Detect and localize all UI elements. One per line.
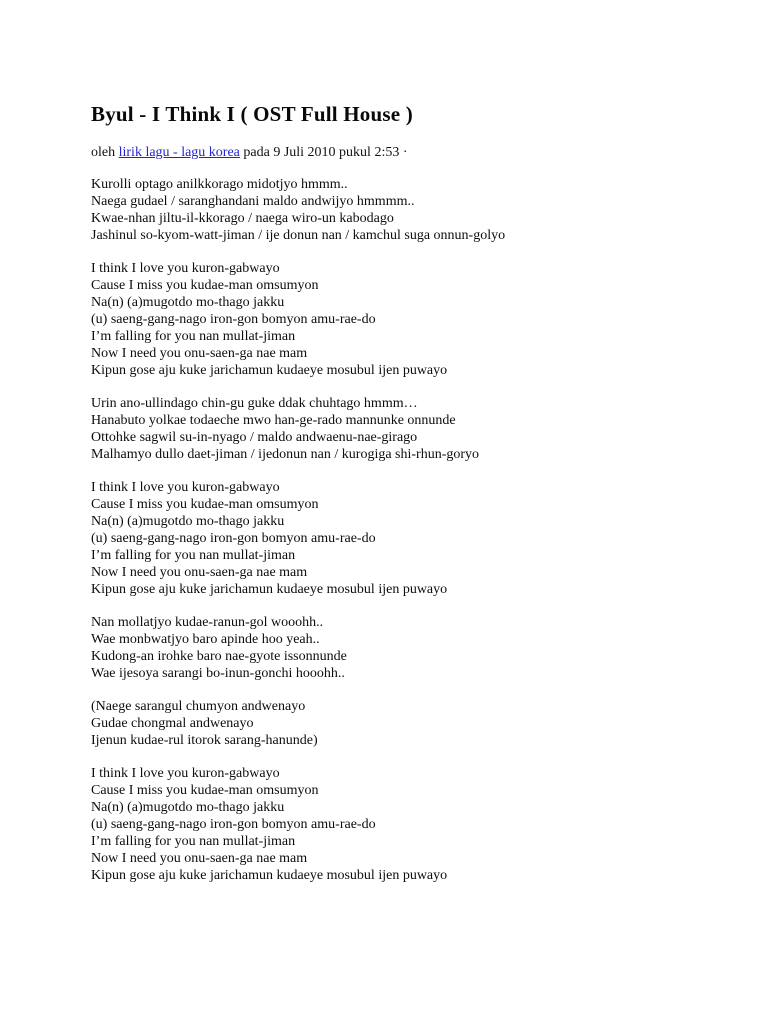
- stanza: [91, 614, 708, 682]
- lyric-line: Kurolli optago anilkkorago midotjyo hmmm..: [91, 177, 348, 193]
- lyric-line: Kipun gose aju kuke jarichamun kudaeye mosubul ijen puwayo: [91, 363, 448, 379]
- lyric-line: Wae monbwatjyo baro apinde hoo yeah..: [91, 632, 320, 648]
- author-link[interactable]: lirik lagu - lagu korea: [118, 145, 240, 161]
- lyric-line: (u) saeng-gang-nago iron-gon bomyon amu-rae-do: [91, 817, 376, 833]
- lyric-line: Na(n) (a)mugotdo mo-thago jakku: [91, 514, 285, 530]
- lyric-line: I think I love you kuron-gabwayo: [91, 480, 280, 496]
- lyric-line: I’m falling for you nan mullat-jiman: [91, 834, 296, 850]
- lyric-line: (u) saeng-gang-nago iron-gon bomyon amu-rae-do: [91, 531, 376, 547]
- lyric-line: Na(n) (a)mugotdo mo-thago jakku: [91, 800, 285, 816]
- lyric-line: Na(n) (a)mugotdo mo-thago jakku: [91, 295, 285, 311]
- lyric-line: I think I love you kuron-gabwayo: [91, 766, 280, 782]
- lyric-line: Cause I miss you kudae-man omsumyon: [91, 278, 319, 294]
- lyric-line: Hanabuto yolkae todaeche mwo han-ge-rado mannunke onnunde: [91, 413, 456, 429]
- byline: [91, 144, 708, 161]
- lyric-line: Urin ano-ullindago chin-gu guke ddak chuhtago hmmm…: [91, 396, 418, 412]
- lyric-line: Nan mollatjyo kudae-ranun-gol wooohh..: [91, 615, 324, 631]
- lyric-line: Kwae-nhan jiltu-il-kkorago / naega wiro-un kabodago: [91, 211, 394, 227]
- lyric-line: Kipun gose aju kuke jarichamun kudaeye mosubul ijen puwayo: [91, 582, 448, 598]
- stanza: [91, 260, 708, 379]
- lyric-line: Ottohke sagwil su-in-nyago / maldo andwaenu-nae-girago: [91, 430, 418, 446]
- lyric-line: I’m falling for you nan mullat-jiman: [91, 548, 296, 564]
- lyric-line: (u) saeng-gang-nago iron-gon bomyon amu-rae-do: [91, 312, 376, 328]
- lyric-line: I think I love you kuron-gabwayo: [91, 261, 280, 277]
- lyric-line: Now I need you onu-saen-ga nae mam: [91, 565, 308, 581]
- byline-suffix: pada 9 Juli 2010 pukul 2:53 ·: [239, 145, 408, 161]
- stanza: [91, 479, 708, 598]
- lyric-line: (Naege sarangul chumyon andwenayo: [91, 699, 306, 715]
- stanza: [91, 698, 708, 749]
- page-title: Byul - I Think I ( OST Full House ): [91, 102, 413, 126]
- lyric-line: Now I need you onu-saen-ga nae mam: [91, 851, 308, 867]
- byline-prefix: oleh: [91, 145, 119, 161]
- lyric-line: I’m falling for you nan mullat-jiman: [91, 329, 296, 345]
- lyric-line: Wae ijesoya sarangi bo-inun-gonchi hooohh..: [91, 666, 345, 682]
- lyric-line: Now I need you onu-saen-ga nae mam: [91, 346, 308, 362]
- lyric-line: Cause I miss you kudae-man omsumyon: [91, 497, 319, 513]
- stanza: [91, 395, 708, 463]
- lyric-line: Ijenun kudae-rul itorok sarang-hanunde): [91, 733, 318, 749]
- stanza: [91, 176, 708, 244]
- lyric-line: Kipun gose aju kuke jarichamun kudaeye mosubul ijen puwayo: [91, 868, 448, 884]
- lyric-line: Gudae chongmal andwenayo: [91, 716, 254, 732]
- lyric-line: Cause I miss you kudae-man omsumyon: [91, 783, 319, 799]
- lyric-line: Kudong-an irohke baro nae-gyote issonnunde: [91, 649, 347, 665]
- lyric-line: Malhamyo dullo daet-jiman / ijedonun nan / kurogiga shi-rhun-goryo: [91, 447, 480, 463]
- stanza: [91, 765, 708, 884]
- lyric-line: Jashinul so-kyom-watt-jiman / ije donun nan / kamchul suga onnun-golyo: [91, 228, 506, 244]
- lyrics-body: [91, 176, 708, 884]
- lyric-line: Naega gudael / saranghandani maldo andwijyo hmmmm..: [91, 194, 415, 210]
